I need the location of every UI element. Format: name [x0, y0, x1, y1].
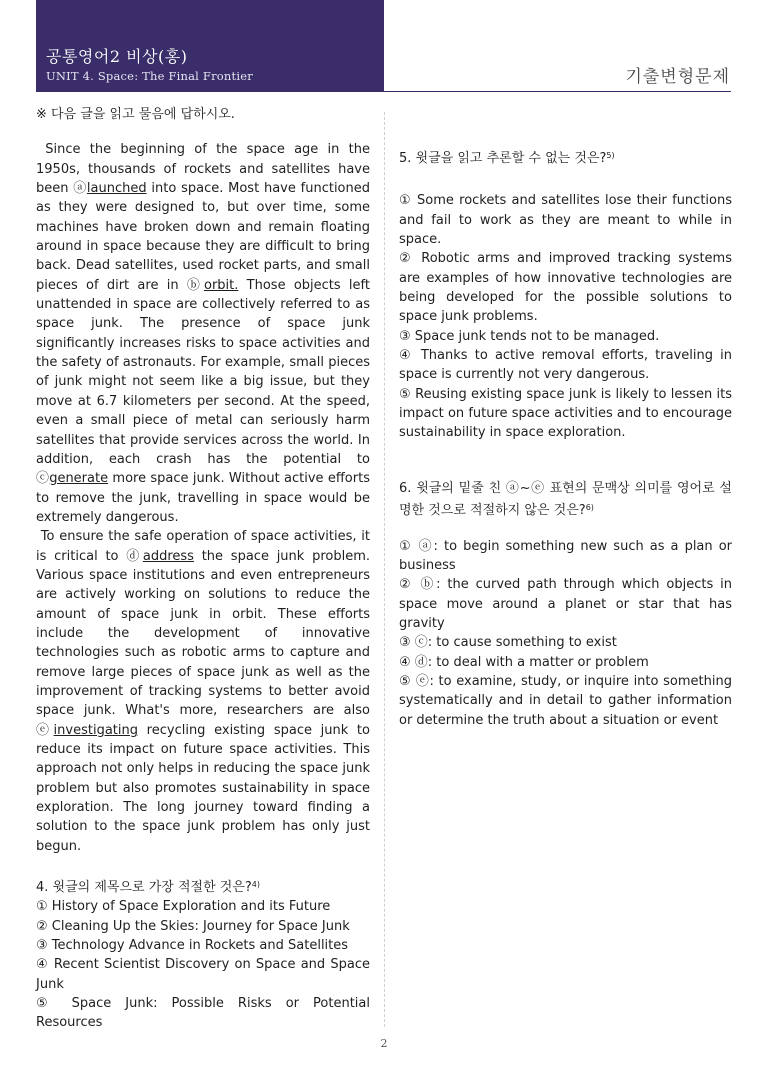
passage-paragraph-1 — [36, 140, 370, 527]
right-column — [399, 146, 732, 730]
option-1[interactable]: ① ⓐ: to begin something new such as a plan or business — [399, 538, 732, 573]
question-title-text: 6. 윗글의 밑줄 친 ⓐ~ⓔ 표현의 문맥상 의미를 영어로 설명한 것으로 적절하지 않은 것은? — [399, 480, 732, 519]
option-3[interactable]: ③ Technology Advance in Rockets and Satellites — [36, 938, 349, 954]
footnote-marker: 5) — [606, 151, 615, 160]
question-4 — [36, 875, 370, 1033]
option-3[interactable]: ③ ⓒ: to cause something to exist — [399, 635, 617, 651]
option-3[interactable]: ③ Space junk tends not to be managed. — [399, 328, 660, 344]
column-divider — [384, 112, 385, 1027]
reading-passage — [36, 140, 370, 856]
passage-text: more space junk. Without active efforts to remove the junk, travelling in space would be extremely dangerous. — [36, 471, 370, 525]
underlined-word-c: generate — [49, 471, 109, 487]
passage-text: Since the beginning of the space age in the 1950s, thousands of rockets and satellites have been ⓐ — [36, 142, 370, 197]
passage-text: into space. Most have functioned as they were designed to, but over time, some machines have broken down and remain floating around in space because they are difficult to bring back. Dead satellites, used rocket parts, and small pieces of dirt are in ⓑ — [36, 181, 370, 293]
question-title-text: 4. 윗글의 제목으로 가장 적절한 것은? — [36, 880, 252, 896]
option-4[interactable]: ④ Thanks to active removal efforts, traveling in space is currently not very dangerous. — [399, 348, 732, 383]
page-number: 2 — [380, 1037, 388, 1050]
option-4[interactable]: ④ ⓓ: to deal with a matter or problem — [399, 654, 649, 670]
left-column — [36, 105, 370, 1033]
footnote-marker: 6) — [585, 503, 594, 513]
passage-text: To ensure the safe operation of space activities, it is critical to ⓓ — [36, 529, 370, 564]
passage-paragraph-2 — [36, 527, 370, 856]
option-5[interactable]: ⑤ ⓔ: to examine, study, or inquire into something systematically and in detail to gather information or determine the truth about a situation or event — [399, 673, 732, 728]
option-1[interactable]: ① History of Space Exploration and its Future — [36, 899, 331, 915]
option-1[interactable]: ① Some rockets and satellites lose their functions and fail to work as they are meant to while in space. — [399, 193, 732, 248]
option-2[interactable]: ② Robotic arms and improved tracking systems are examples of how innovative technologies are being developed for the possible solutions to space junk problems. — [399, 251, 732, 325]
underlined-word-d: address — [142, 548, 194, 564]
footnote-marker: 4) — [251, 880, 260, 890]
question-4-title — [36, 875, 370, 897]
question-6 — [399, 479, 732, 730]
header-divider — [384, 91, 731, 92]
underlined-word-e: investigating — [53, 722, 138, 738]
worksheet-label: 기출변형문제 — [625, 67, 730, 87]
passage-text: the space junk problem. Various space institutions and even entrepreneurs are actively working on solutions to reduce the amount of space junk in orbit. These efforts include the development of innovative technologies such as robotic arms to capture and remove large pieces of space junk as well as the improvement of tracking systems to better avoid space junk. What's more, researchers are also ⓔ — [36, 548, 370, 738]
option-2[interactable]: ② ⓑ: the curved path through which objects in space move around a planet or star that has gravity — [399, 577, 732, 631]
option-5[interactable]: ⑤ Reusing existing space junk is likely to lessen its impact on future space activities and to encourage sustainability in space exploration. — [399, 386, 732, 441]
passage-text: Those objects left unattended in space are collectively referred to as space junk. The presence of space junk significantly increases risks to space activities and the safety of astronauts. For example, small pieces of junk might not seem like a big issue, but they move at 6.7 kilometers per second. At the speed, even a small piece of metal can seriously harm satellites that provide services across the world. In addition, each crash has the potential to ⓒ — [36, 277, 370, 487]
underlined-word-b: orbit. — [203, 277, 239, 293]
underlined-word-a: launched — [86, 181, 147, 197]
option-2[interactable]: ② Cleaning Up the Skies: Journey for Space Junk — [36, 918, 350, 934]
question-6-title — [399, 479, 732, 521]
question-5 — [399, 146, 732, 443]
unit-title: UNIT 4. Space: The Final Frontier — [46, 69, 253, 83]
option-5[interactable]: ⑤ Space Junk: Possible Risks or Potential Resources — [36, 996, 370, 1031]
header-banner — [36, 0, 384, 92]
question-5-title — [399, 146, 732, 168]
instructions: ※ 다음 글을 읽고 물음에 답하시오. — [36, 107, 235, 122]
option-4[interactable]: ④ Recent Scientist Discovery on Space and Space Junk — [36, 957, 370, 992]
passage-text: recycling existing space junk to reduce its impact on future space activities. This approach not only helps in reducing the space junk problem but also promotes sustainability in space exploration. The long journey toward finding a solution to the space junk problem has only just begun. — [36, 722, 370, 854]
question-title-text: 5. 윗글을 읽고 추론할 수 없는 것은? — [399, 151, 607, 166]
textbook-title: 공통영어2 비상(홍) — [46, 47, 188, 66]
